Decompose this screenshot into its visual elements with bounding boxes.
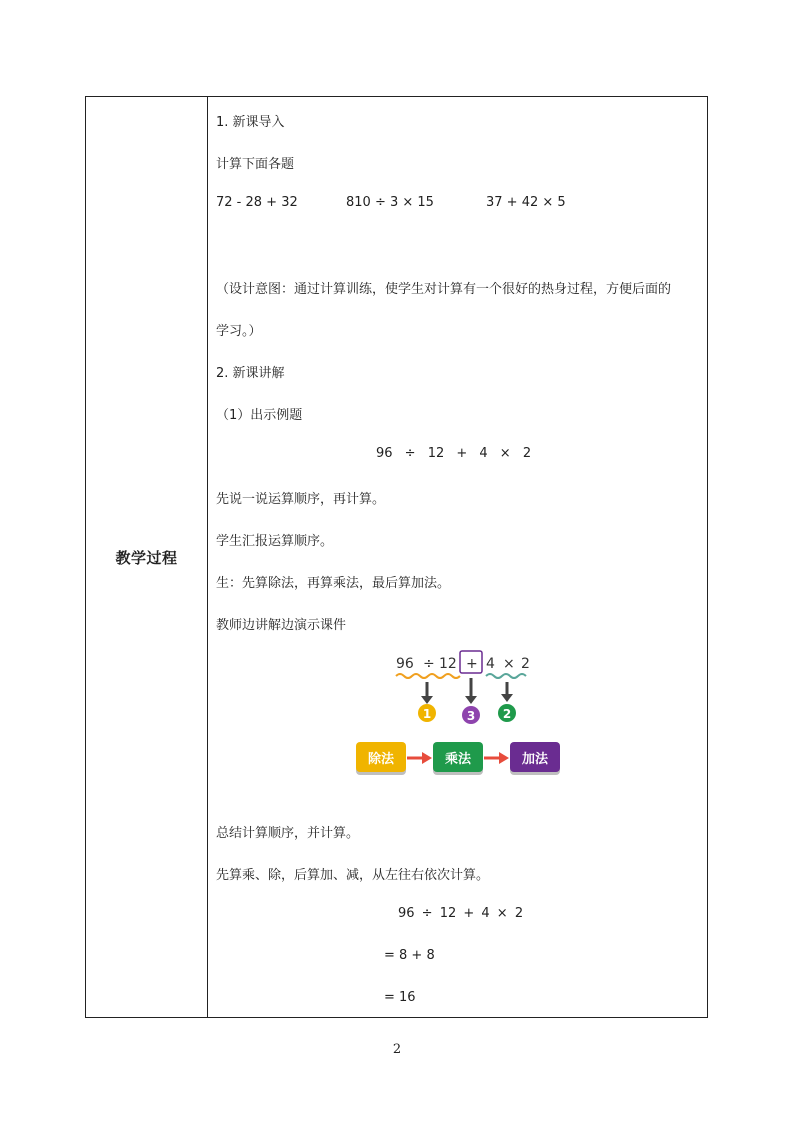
student-answer-text: 生：先算除法，再算乘法，最后算加法。 [216,576,451,591]
solution-expression: 96 ÷ 12 + 4 × 2 [398,906,524,921]
section-label: 教学过程 [115,548,178,567]
step-number-1: 1 [422,707,432,721]
summary-text: 总结计算顺序，并计算。 [216,826,360,841]
heading-new-lesson: 2. 新课讲解 [216,366,285,381]
slide-token-2: 2 [521,656,530,672]
slide-token-96: 96 [396,656,414,672]
slide-token-div: ÷ [423,656,435,672]
flow-box-division: 除法 [356,742,406,772]
wave-underline-division [396,674,460,678]
example-expression: 96 ÷ 12 + 4 × 2 [376,446,532,461]
heading-intro: 1. 新课导入 [216,115,285,130]
problem-2: 810 ÷ 3 × 15 [346,195,434,210]
step-number-2: 2 [502,707,512,721]
slide-token-4: 4 [486,656,495,672]
slide-token-mul: × [503,656,515,672]
teacher-demo-text: 教师边讲解边演示课件 [216,618,347,633]
problem-3: 37 + 42 × 5 [486,195,566,210]
flow-box-multiplication: 乘法 [433,742,483,772]
design-intent-line-1: （设计意图：通过计算训练，使学生对计算有一个很好的热身过程，方便后面的 [216,282,672,297]
report-text: 学生汇报运算顺序。 [216,534,334,549]
task-text: 计算下面各题 [216,157,295,172]
solution-step-2: = 16 [384,990,416,1005]
sub-heading-example: （1）出示例题 [216,408,303,423]
label-cell [86,97,207,1017]
design-intent-line-2: 学习。） [216,324,262,339]
column-divider [207,97,208,1017]
page-number: 2 [392,1042,402,1057]
problem-1: 72 - 28 + 32 [216,195,298,210]
slide-token-12: 12 [439,656,457,672]
solution-step-1: = 8 + 8 [384,948,435,963]
step-number-3: 3 [466,709,476,723]
slide-token-plus: + [466,656,478,672]
say-order-text: 先说一说运算顺序，再计算。 [216,492,386,507]
rule-text: 先算乘、除，后算加、减，从左往右依次计算。 [216,868,490,883]
flow-box-addition: 加法 [510,742,560,772]
wave-underline-multiplication [486,674,526,678]
